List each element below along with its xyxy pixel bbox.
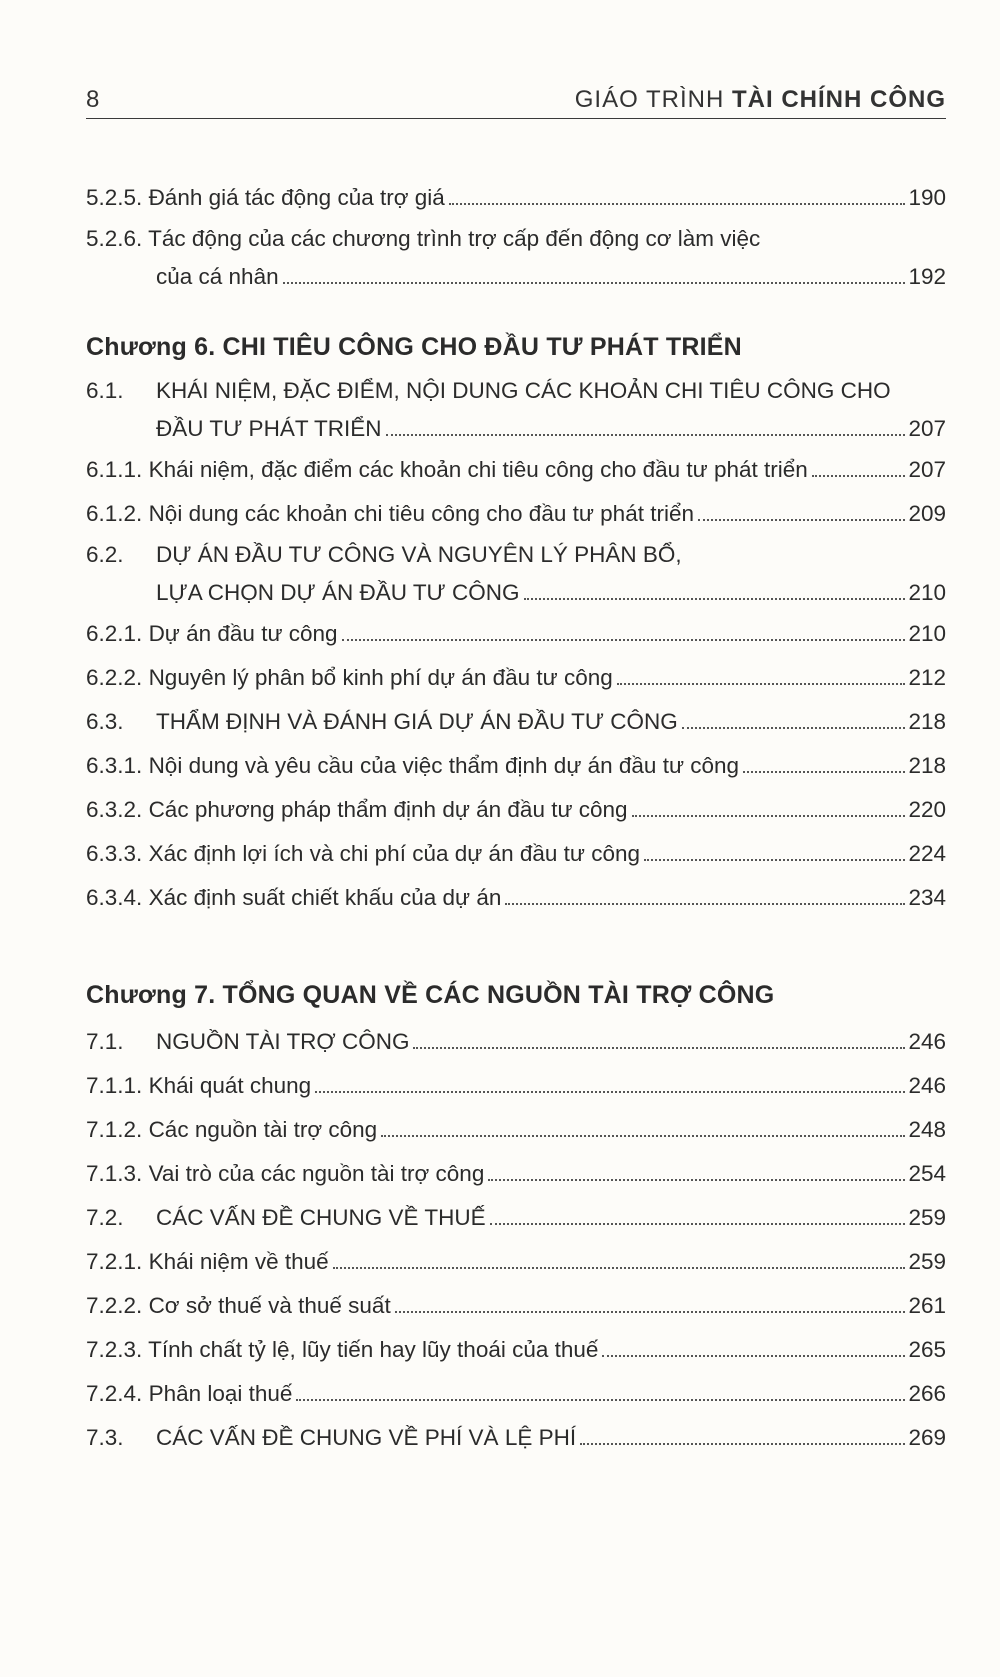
toc-entry bbox=[86, 744, 946, 788]
toc-entry-label: 7.2.4. Phân loại thuế bbox=[86, 1381, 293, 1406]
toc-entry-label: 7.2.1. Khái niệm về thuế bbox=[86, 1249, 329, 1274]
toc-page-number: 190 bbox=[908, 185, 946, 210]
toc-entry-first-line: 5.2.6. Tác động của các chương trình trợ cấp đến động cơ làm việc bbox=[86, 226, 761, 251]
toc-entry-label: 7.2.2. Cơ sở thuế và thuế suất bbox=[86, 1293, 391, 1318]
toc-page-number: 209 bbox=[908, 501, 946, 526]
dot-leader bbox=[333, 1267, 906, 1269]
toc-entry bbox=[86, 492, 946, 536]
toc-page-number: 218 bbox=[908, 753, 946, 778]
toc-entry-label: 6.3.4. Xác định suất chiết khấu của dự án bbox=[86, 885, 502, 910]
toc-page-number: 207 bbox=[908, 416, 946, 441]
toc-entry bbox=[86, 832, 946, 876]
toc-entry bbox=[86, 612, 946, 656]
toc-entry-first-line: 6.1. KHÁI NIỆM, ĐẶC ĐIỂM, NỘI DUNG CÁC KHOẢN CHI TIÊU CÔNG CHO bbox=[86, 378, 891, 403]
toc-entry bbox=[86, 1064, 946, 1108]
toc-entry bbox=[86, 1372, 946, 1416]
toc-page-number: 248 bbox=[908, 1117, 946, 1142]
dot-leader bbox=[524, 598, 906, 600]
toc-page-number: 254 bbox=[908, 1161, 946, 1186]
table-of-contents bbox=[86, 176, 946, 1460]
dot-leader bbox=[632, 815, 906, 817]
toc-page-number: 246 bbox=[908, 1073, 946, 1098]
toc-page-number: 246 bbox=[908, 1029, 946, 1054]
toc-entry bbox=[86, 410, 946, 448]
dot-leader bbox=[812, 475, 906, 477]
dot-leader bbox=[698, 519, 905, 521]
toc-entry-label: 6.3.3. Xác định lợi ích và chi phí của dự án đầu tư công bbox=[86, 841, 640, 866]
toc-page-number: 192 bbox=[908, 264, 946, 289]
toc-page-number: 261 bbox=[908, 1293, 946, 1318]
dot-leader bbox=[580, 1443, 905, 1445]
toc-page-number: 234 bbox=[908, 885, 946, 910]
toc-entry: 7.1. NGUỒN TÀI TRỢ CÔNG 246 bbox=[86, 1020, 946, 1064]
toc-entry-label: của cá nhân bbox=[156, 264, 279, 289]
dot-leader bbox=[413, 1047, 905, 1049]
toc-page-number: 266 bbox=[908, 1381, 946, 1406]
toc-entry-label: 6.3.2. Các phương pháp thẩm định dự án đầu tư công bbox=[86, 797, 628, 822]
toc-entry-label: 6.2.1. Dự án đầu tư công bbox=[86, 621, 338, 646]
toc-entry-label: 6.1.1. Khái niệm, đặc điểm các khoản chi tiêu công cho đầu tư phát triển bbox=[86, 457, 808, 482]
toc-entry-label: 5.2.5. Đánh giá tác động của trợ giá bbox=[86, 185, 445, 210]
dot-leader bbox=[490, 1223, 906, 1225]
page-number: 8 bbox=[86, 86, 101, 113]
toc-entry bbox=[86, 1152, 946, 1196]
toc-entry-label: 7.1.1. Khái quát chung bbox=[86, 1073, 312, 1098]
dot-leader bbox=[315, 1091, 905, 1093]
toc-page-number: 220 bbox=[908, 797, 946, 822]
dot-leader bbox=[296, 1399, 905, 1401]
dot-leader bbox=[682, 727, 906, 729]
dot-leader bbox=[386, 434, 906, 436]
toc-entry bbox=[86, 876, 946, 920]
toc-page-number: 265 bbox=[908, 1337, 946, 1362]
toc-page-number: 224 bbox=[908, 841, 946, 866]
dot-leader bbox=[395, 1311, 906, 1313]
toc-entry: 7.3. CÁC VẤN ĐỀ CHUNG VỀ PHÍ VÀ LỆ PHÍ 269 bbox=[86, 1416, 946, 1460]
running-title: GIÁO TRÌNH TÀI CHÍNH CÔNG bbox=[574, 86, 946, 113]
toc-entry bbox=[86, 1328, 946, 1372]
toc-entry bbox=[86, 1284, 946, 1328]
toc-entry-label: 7.1.2. Các nguồn tài trợ công bbox=[86, 1117, 378, 1142]
toc-page-number: 210 bbox=[908, 621, 946, 646]
dot-leader bbox=[342, 639, 906, 641]
toc-entry bbox=[86, 656, 946, 700]
toc-entry-label: 7.2.3. Tính chất tỷ lệ, lũy tiến hay lũy thoái của thuế bbox=[86, 1337, 599, 1362]
toc-entry: 6.3. THẨM ĐỊNH VÀ ĐÁNH GIÁ DỰ ÁN ĐẦU TƯ CÔNG 218 bbox=[86, 700, 946, 744]
toc-entry-label: CÁC VẤN ĐỀ CHUNG VỀ PHÍ VÀ LỆ PHÍ bbox=[156, 1425, 577, 1450]
toc-entry-label: NGUỒN TÀI TRỢ CÔNG bbox=[156, 1029, 410, 1054]
toc-page-number: 259 bbox=[908, 1249, 946, 1274]
toc-page-number: 269 bbox=[908, 1425, 946, 1450]
toc-entry bbox=[86, 258, 946, 296]
chapter-heading: Chương 7. TỔNG QUAN VỀ CÁC NGUỒN TÀI TRỢ CÔNG bbox=[86, 981, 775, 1009]
dot-leader bbox=[602, 1355, 905, 1357]
toc-entry bbox=[86, 176, 946, 220]
toc-entry-label: 6.3.1. Nội dung và yêu cầu của việc thẩm định dự án đầu tư công bbox=[86, 753, 740, 778]
dot-leader bbox=[381, 1135, 905, 1137]
toc-page-number: 207 bbox=[908, 457, 946, 482]
toc-entry-label: CÁC VẤN ĐỀ CHUNG VỀ THUẾ bbox=[156, 1205, 486, 1230]
dot-leader bbox=[283, 282, 906, 284]
toc-page-number: 212 bbox=[908, 665, 946, 690]
dot-leader bbox=[505, 903, 905, 905]
toc-entry-label: THẨM ĐỊNH VÀ ĐÁNH GIÁ DỰ ÁN ĐẦU TƯ CÔNG bbox=[156, 709, 678, 734]
dot-leader bbox=[449, 203, 906, 205]
dot-leader bbox=[644, 859, 905, 861]
toc-entry bbox=[86, 788, 946, 832]
toc-entry bbox=[86, 1240, 946, 1284]
toc-entry bbox=[86, 1108, 946, 1152]
page-header bbox=[86, 86, 946, 119]
toc-page-number: 210 bbox=[908, 580, 946, 605]
dot-leader bbox=[743, 771, 905, 773]
toc-entry: 7.2. CÁC VẤN ĐỀ CHUNG VỀ THUẾ 259 bbox=[86, 1196, 946, 1240]
chapter-heading: Chương 6. CHI TIÊU CÔNG CHO ĐẦU TƯ PHÁT TRIỂN bbox=[86, 333, 742, 361]
toc-entry-label: ĐẦU TƯ PHÁT TRIỂN bbox=[156, 416, 382, 441]
toc-entry-label: 6.1.2. Nội dung các khoản chi tiêu công cho đầu tư phát triển bbox=[86, 501, 694, 526]
dot-leader bbox=[617, 683, 906, 685]
toc-entry-label: LỰA CHỌN DỰ ÁN ĐẦU TƯ CÔNG bbox=[156, 580, 520, 605]
dot-leader bbox=[488, 1179, 905, 1181]
toc-entry bbox=[86, 574, 946, 612]
toc-page-number: 218 bbox=[908, 709, 946, 734]
toc-page-number: 259 bbox=[908, 1205, 946, 1230]
toc-entry-label: 7.1.3. Vai trò của các nguồn tài trợ công bbox=[86, 1161, 485, 1186]
toc-entry bbox=[86, 448, 946, 492]
toc-entry-label: 6.2.2. Nguyên lý phân bổ kinh phí dự án đầu tư công bbox=[86, 665, 613, 690]
toc-entry-first-line: 6.2. DỰ ÁN ĐẦU TƯ CÔNG VÀ NGUYÊN LÝ PHÂN BỔ, bbox=[86, 542, 682, 567]
